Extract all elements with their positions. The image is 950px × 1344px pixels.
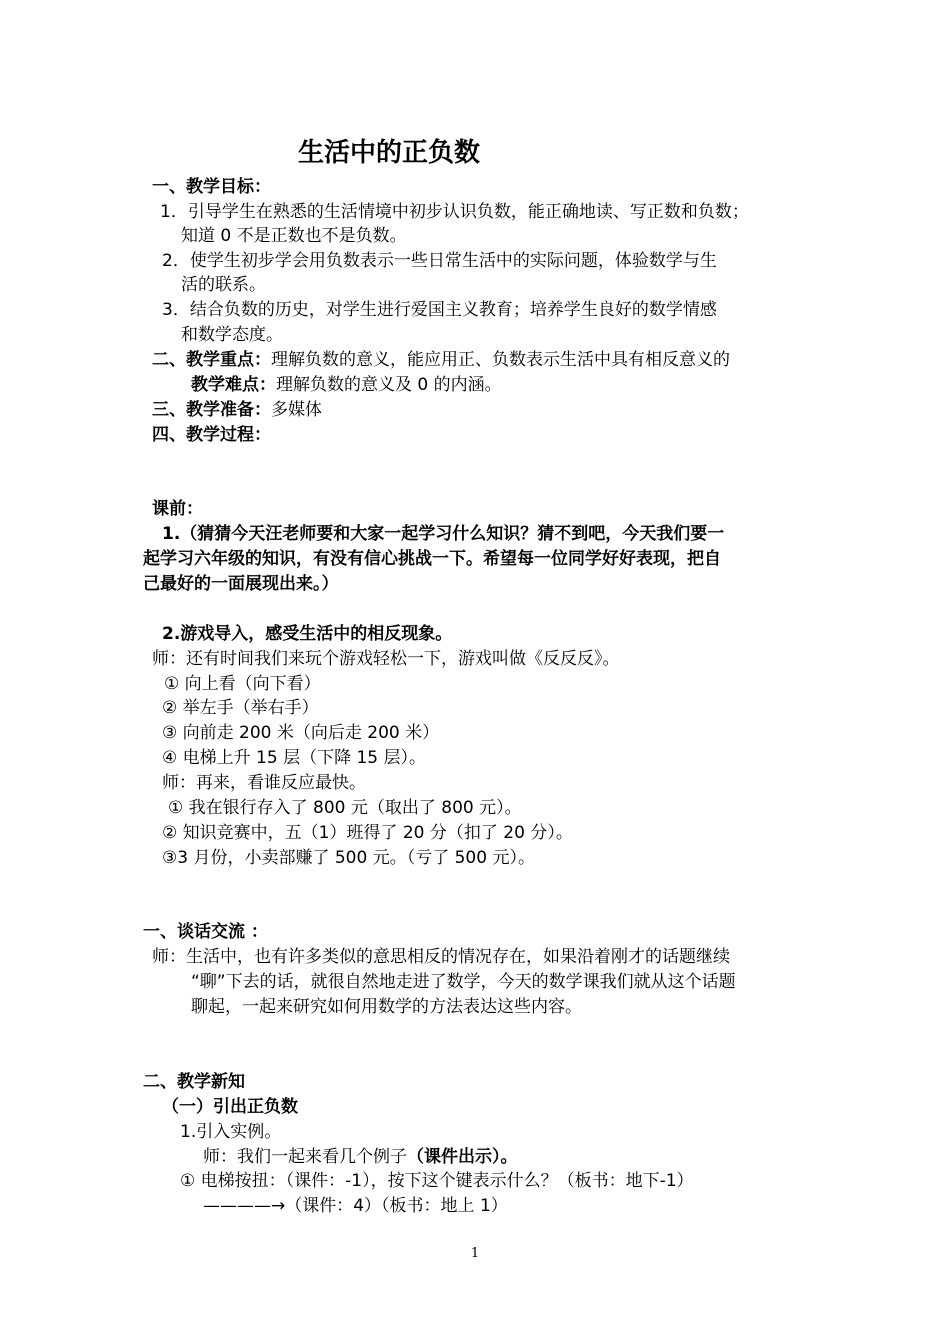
key-point-heading: 二、教学重点： — [152, 350, 271, 370]
page-number: 1 — [470, 1246, 480, 1261]
game-heading: 2.游戏导入，感受生活中的相反现象。 — [162, 624, 453, 644]
talk-line-1: 师：生活中，也有许多类似的意思相反的情况存在，如果沿着刚才的话题继续 — [152, 947, 730, 967]
pre-class-p1-line-1: 1.（猜猜今天汪老师要和大家一起学习什么知识？猜不到吧，今天我们要一 — [162, 524, 725, 544]
game-item-4: ④ 电梯上升 15 层（下降 15 层）。 — [162, 748, 427, 768]
goal-2-line-1: 2．使学生初步学会用负数表示一些日常生活中的实际问题，体验数学与生 — [162, 251, 717, 271]
teacher-line-3 — [203, 1146, 518, 1168]
goal-3-line-1: 3．结合负数的历史，对学生进行爱国主义教育；培养学生良好的数学情感 — [162, 300, 717, 320]
pre-class-p1-line-3: 己最好的一面展现出来。） — [143, 574, 339, 594]
prep-line — [152, 399, 322, 421]
teacher-line-3-bold: （课件出示）。 — [407, 1147, 518, 1167]
page-title: 生活中的正负数 — [298, 138, 481, 168]
prep-text: 多媒体 — [271, 400, 322, 420]
process-heading: 四、教学过程： — [152, 425, 271, 445]
game-item-6: ② 知识竞赛中，五（1）班得了 20 分（扣了 20 分）。 — [162, 823, 573, 843]
difficulty-text: 理解负数的意义及 0 的内涵。 — [276, 375, 502, 395]
key-point-line — [152, 349, 730, 371]
difficulty-heading: 教学难点： — [191, 375, 276, 395]
game-item-5: ① 我在银行存入了 800 元（取出了 800 元）。 — [168, 798, 522, 818]
difficulty-line — [191, 374, 502, 396]
item-1: 1.引入实例。 — [180, 1122, 282, 1142]
pre-class-p1-line-2: 起学习六年级的知识，有没有信心挑战一下。希望每一位同学好好表现，把自 — [143, 549, 721, 569]
example-1-line-2: ————→（课件：4）（板书：地上 1） — [203, 1196, 508, 1216]
game-item-3: ③ 向前走 200 米（向后走 200 米） — [162, 723, 440, 743]
talk-heading: 一、谈话交流 ： — [143, 922, 268, 942]
talk-line-3: 聊起，一起来研究如何用数学的方法表达这些内容。 — [191, 997, 582, 1017]
game-item-7: ③3 月份，小卖部赚了 500 元。（亏了 500 元）。 — [162, 848, 535, 868]
game-item-1: ① 向上看（向下看） — [164, 674, 321, 694]
talk-line-2: “聊”下去的话，就很自然地走进了数学，今天的数学课我们就从这个话题 — [191, 972, 736, 992]
teacher-line-2: 师：再来，看谁反应最快。 — [162, 773, 366, 793]
game-item-2: ② 举左手（举右手） — [162, 698, 319, 718]
goal-3-line-2: 和数学态度。 — [181, 325, 283, 345]
teacher-line-3-text: 师：我们一起来看几个例子 — [203, 1147, 407, 1167]
goal-1-line-2: 知道 0 不是正数也不是负数。 — [181, 226, 407, 246]
prep-heading: 三、教学准备： — [152, 400, 271, 420]
subsection-heading: （一）引出正负数 — [162, 1097, 298, 1117]
pre-class-heading: 课前： — [152, 499, 203, 519]
goal-1-line-1: 1．引导学生在熟悉的生活情境中初步认识负数，能正确地读、写正数和负数； — [160, 202, 749, 222]
new-knowledge-heading: 二、教学新知 — [143, 1072, 245, 1092]
example-1-line-1: ① 电梯按扭：（课件：-1），按下这个键表示什么？（板书：地下-1） — [180, 1171, 694, 1191]
goal-2-line-2: 活的联系。 — [181, 275, 266, 295]
teacher-line-1: 师：还有时间我们来玩个游戏轻松一下，游戏叫做《反反反》。 — [152, 649, 620, 669]
key-point-text: 理解负数的意义，能应用正、负数表示生活中具有相反意义的 — [271, 350, 730, 370]
goals-heading: 一、教学目标： — [152, 177, 271, 197]
